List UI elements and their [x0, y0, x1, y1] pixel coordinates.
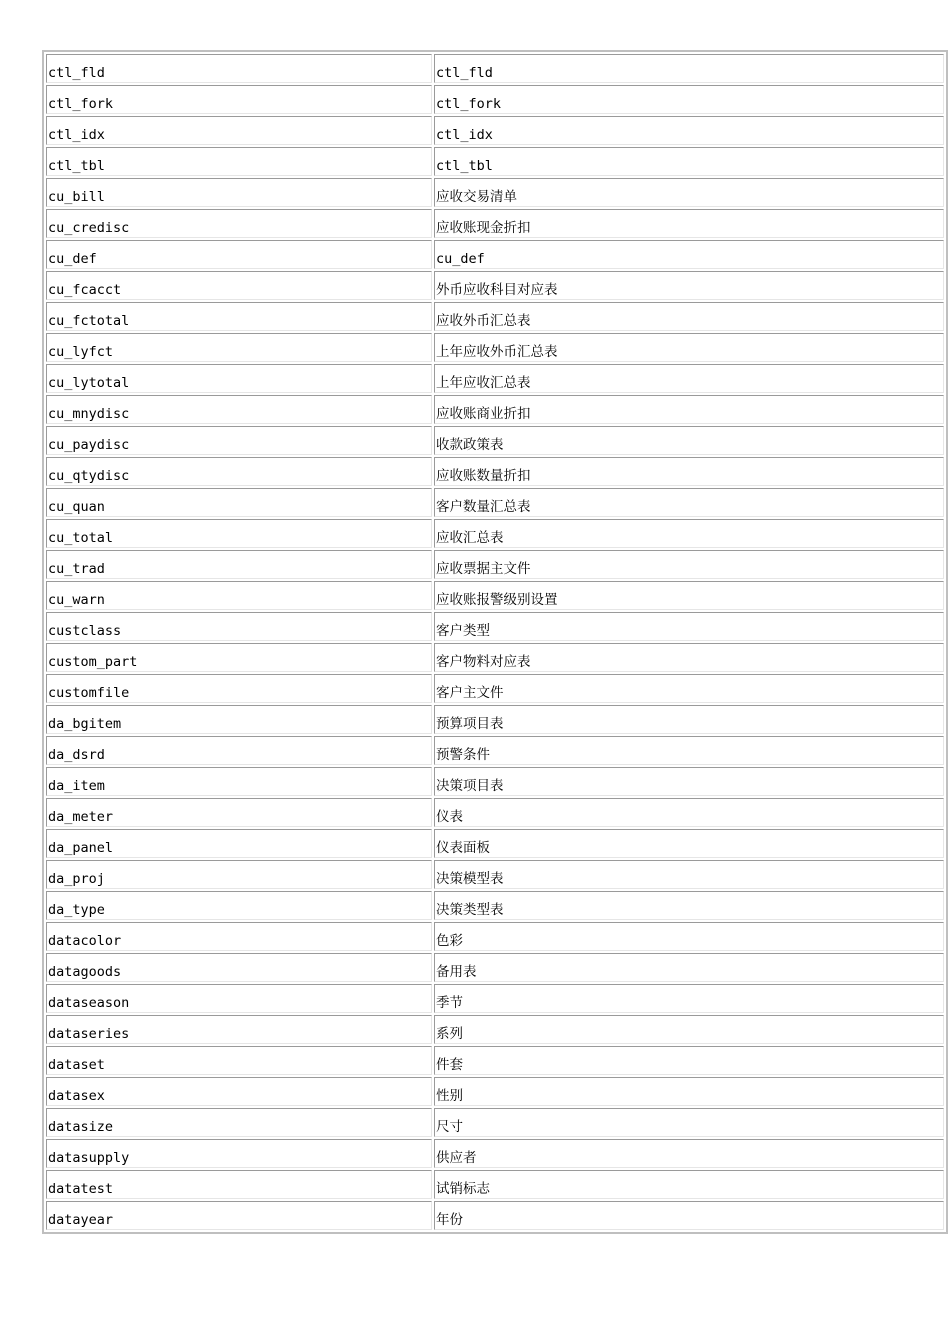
table-name-cell: datayear: [46, 1201, 432, 1230]
table-row: [46, 674, 944, 703]
table-name-cell: cu_lyfct: [46, 333, 432, 362]
table-name-cell: datacolor: [46, 922, 432, 951]
table-row: [46, 1046, 944, 1075]
table-name-cell: cu_total: [46, 519, 432, 548]
table-name-cell: cu_quan: [46, 488, 432, 517]
table-name-cell: cu_trad: [46, 550, 432, 579]
table-name-cell: da_type: [46, 891, 432, 920]
table-name-cell: datasex: [46, 1077, 432, 1106]
table-row: [46, 922, 944, 951]
table-description-cell: 应收账数量折扣: [434, 457, 944, 486]
table-name-cell: cu_qtydisc: [46, 457, 432, 486]
table-description-cell: 仪表面板: [434, 829, 944, 858]
table-row: [46, 302, 944, 331]
table-row: [46, 364, 944, 393]
table-row: [46, 550, 944, 579]
table-name-cell: dataseries: [46, 1015, 432, 1044]
table-name-cell: dataseason: [46, 984, 432, 1013]
table-row: [46, 860, 944, 889]
table-description-cell: 应收账商业折扣: [434, 395, 944, 424]
table-description-cell: 客户主文件: [434, 674, 944, 703]
table-row: [46, 1201, 944, 1230]
table-row: [46, 519, 944, 548]
table-description-cell: ctl_fld: [434, 54, 944, 83]
table-description-cell: 色彩: [434, 922, 944, 951]
table-row: [46, 271, 944, 300]
table-name-cell: datasize: [46, 1108, 432, 1137]
table-row: [46, 581, 944, 610]
table-row: [46, 147, 944, 176]
table-name-cell: da_item: [46, 767, 432, 796]
table-row: [46, 178, 944, 207]
table-row: [46, 1139, 944, 1168]
table-name-cell: cu_fcacct: [46, 271, 432, 300]
table-description-cell: 应收交易清单: [434, 178, 944, 207]
table-name-cell: cu_mnydisc: [46, 395, 432, 424]
table-description-cell: 预警条件: [434, 736, 944, 765]
table-name-cell: ctl_tbl: [46, 147, 432, 176]
table-name-cell: custclass: [46, 612, 432, 641]
table-name-list: [44, 52, 946, 1232]
table-description-cell: 客户类型: [434, 612, 944, 641]
table-description-cell: 仪表: [434, 798, 944, 827]
table-description-cell: 供应者: [434, 1139, 944, 1168]
table-row: [46, 705, 944, 734]
table-name-cell: custom_part: [46, 643, 432, 672]
table-name-cell: dataset: [46, 1046, 432, 1075]
table-row: [46, 395, 944, 424]
table-row: [46, 984, 944, 1013]
table-row: [46, 891, 944, 920]
table-name-cell: datasupply: [46, 1139, 432, 1168]
table-description-cell: 应收账现金折扣: [434, 209, 944, 238]
table-row: [46, 1015, 944, 1044]
table-row: [46, 1108, 944, 1137]
table-row: [46, 240, 944, 269]
table-name-cell: ctl_fork: [46, 85, 432, 114]
table-row: [46, 488, 944, 517]
table-description-cell: 系列: [434, 1015, 944, 1044]
table-description-cell: 应收外币汇总表: [434, 302, 944, 331]
table-description-cell: 上年应收汇总表: [434, 364, 944, 393]
table-name-cell: cu_warn: [46, 581, 432, 610]
table-description-cell: 客户物料对应表: [434, 643, 944, 672]
table-description-cell: 应收汇总表: [434, 519, 944, 548]
table-description-cell: 预算项目表: [434, 705, 944, 734]
table-description-cell: 尺寸: [434, 1108, 944, 1137]
table-description-cell: ctl_fork: [434, 85, 944, 114]
table-name-cell: da_dsrd: [46, 736, 432, 765]
table-row: [46, 798, 944, 827]
table-row: [46, 116, 944, 145]
table-description-cell: 收款政策表: [434, 426, 944, 455]
table-row: [46, 426, 944, 455]
table-description-cell: 应收账报警级别设置: [434, 581, 944, 610]
table-row: [46, 85, 944, 114]
table-row: [46, 736, 944, 765]
table-description-cell: 性别: [434, 1077, 944, 1106]
table-row: [46, 953, 944, 982]
table-row: [46, 1170, 944, 1199]
table-name-cell: da_proj: [46, 860, 432, 889]
table-name-cell: cu_def: [46, 240, 432, 269]
table-name-cell: cu_fctotal: [46, 302, 432, 331]
table-description-cell: 决策项目表: [434, 767, 944, 796]
table-row: [46, 612, 944, 641]
table-row: [46, 767, 944, 796]
table-description-cell: 上年应收外币汇总表: [434, 333, 944, 362]
table-row: [46, 829, 944, 858]
table-row: [46, 643, 944, 672]
table-row: [46, 209, 944, 238]
table-description-cell: 备用表: [434, 953, 944, 982]
table-description-cell: 试销标志: [434, 1170, 944, 1199]
table-description-cell: 年份: [434, 1201, 944, 1230]
table-name-cell: ctl_idx: [46, 116, 432, 145]
table-body: [46, 54, 944, 1230]
table-description-cell: cu_def: [434, 240, 944, 269]
table-name-cell: datagoods: [46, 953, 432, 982]
table-name-cell: cu_bill: [46, 178, 432, 207]
table-name-cell: cu_credisc: [46, 209, 432, 238]
table-row: [46, 54, 944, 83]
table-description-cell: 客户数量汇总表: [434, 488, 944, 517]
table-name-cell: datatest: [46, 1170, 432, 1199]
table-row: [46, 333, 944, 362]
table-description-cell: 决策类型表: [434, 891, 944, 920]
table-description-cell: ctl_tbl: [434, 147, 944, 176]
table-name-cell: da_panel: [46, 829, 432, 858]
table-container: [42, 50, 948, 1234]
table-description-cell: ctl_idx: [434, 116, 944, 145]
table-description-cell: 应收票据主文件: [434, 550, 944, 579]
table-description-cell: 外币应收科目对应表: [434, 271, 944, 300]
table-row: [46, 457, 944, 486]
table-name-cell: customfile: [46, 674, 432, 703]
table-name-cell: ctl_fld: [46, 54, 432, 83]
table-description-cell: 决策模型表: [434, 860, 944, 889]
table-name-cell: da_bgitem: [46, 705, 432, 734]
table-row: [46, 1077, 944, 1106]
table-description-cell: 季节: [434, 984, 944, 1013]
table-name-cell: cu_lytotal: [46, 364, 432, 393]
table-name-cell: da_meter: [46, 798, 432, 827]
table-description-cell: 件套: [434, 1046, 944, 1075]
table-name-cell: cu_paydisc: [46, 426, 432, 455]
